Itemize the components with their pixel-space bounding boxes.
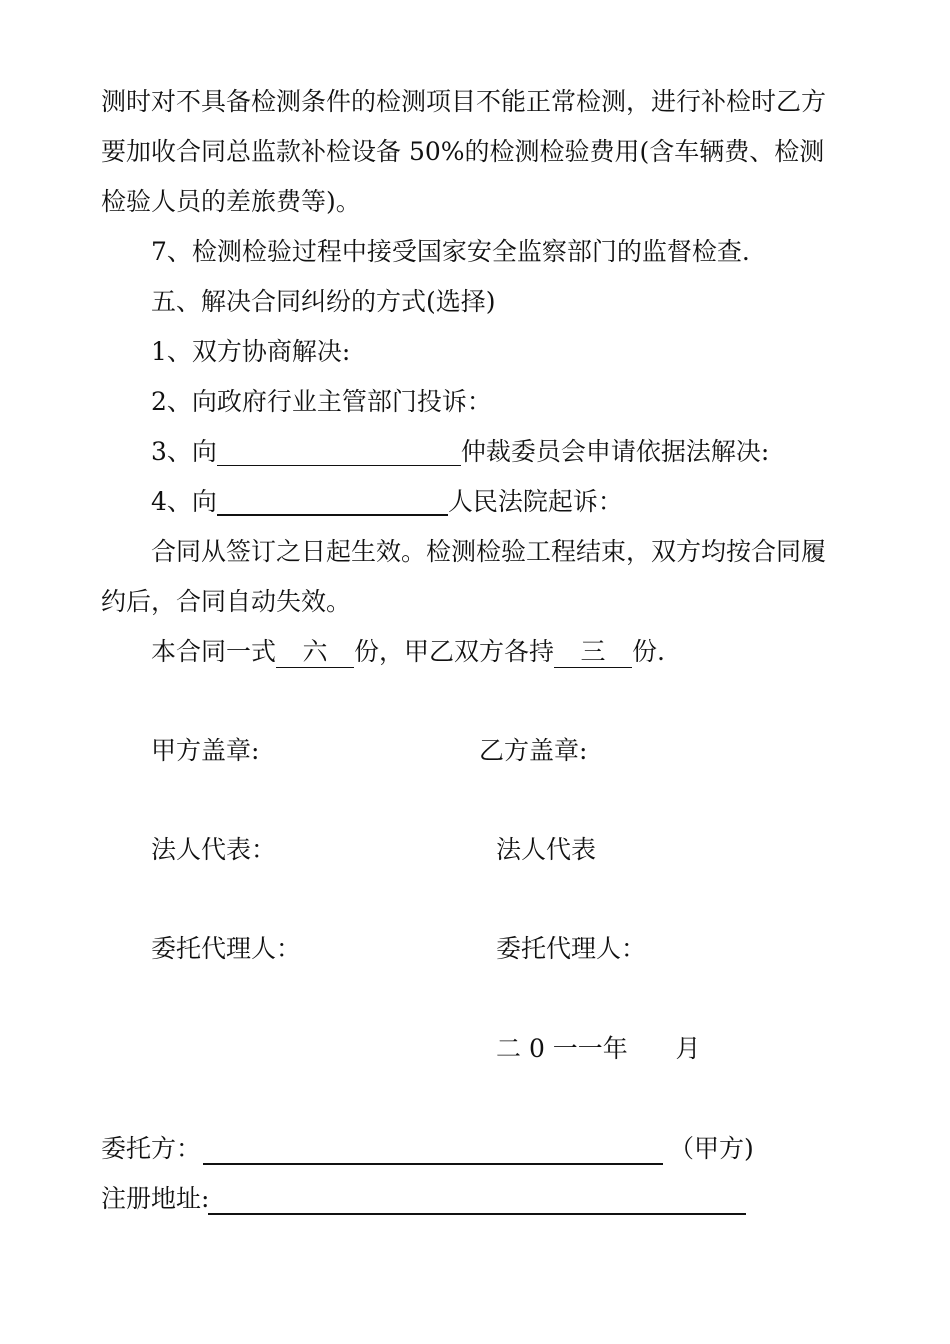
arbitration-blank (217, 437, 461, 466)
client-suffix: （甲方) (669, 1134, 754, 1163)
copies-mid: 份，甲乙双方各持 (354, 637, 555, 666)
dispute-option-4 (151, 484, 623, 520)
client-label: 委托方： (101, 1134, 202, 1163)
party-b-seal-label: 乙方盖章: (479, 736, 588, 765)
signing-date: 二 0 一一年 月 (496, 1034, 701, 1063)
address-blank (208, 1213, 746, 1215)
court-blank (217, 486, 448, 516)
clause-item-7: 7、检测检验过程中接受国家安全监察部门的监督检查. (151, 237, 750, 266)
option-3-suffix: 仲裁委员会申请依据法解决: (460, 437, 770, 466)
party-b-agent-label: 委托代理人： (496, 934, 647, 963)
copies-prefix: 本合同一式 (151, 637, 277, 666)
option-4-suffix: 人民法院起诉： (447, 487, 623, 516)
paragraph-line: 检验人员的差旅费等)。 (101, 187, 361, 216)
option-3-prefix: 3、向 (151, 437, 217, 466)
copies-suffix: 份. (632, 637, 665, 666)
paragraph-line: 要加收合同总监款补检设备 50%的检测检验费用(含车辆费、检测 (101, 137, 825, 166)
copies-total: 六 (276, 637, 354, 668)
dispute-option-1: 1、双方协商解决: (151, 337, 351, 366)
client-blank (203, 1163, 663, 1165)
paragraph-line: 测时对不具备检测条件的检测项目不能正常检测，进行补检时乙方 (101, 87, 827, 116)
dispute-option-2: 2、向政府行业主管部门投诉： (151, 387, 492, 416)
paragraph-line: 合同从签订之日起生效。检测检验工程结束，双方均按合同履 (151, 537, 827, 566)
party-a-seal-label: 甲方盖章: (151, 736, 260, 765)
dispute-option-3 (151, 434, 769, 470)
option-4-prefix: 4、向 (151, 487, 217, 516)
section-heading: 五、解决合同纠纷的方式(选择) (151, 287, 496, 316)
paragraph-line: 约后，合同自动失效。 (101, 587, 352, 616)
party-b-rep-label: 法人代表 (496, 835, 597, 864)
party-a-agent-label: 委托代理人： (151, 934, 302, 963)
party-a-rep-label: 法人代表： (151, 835, 277, 864)
copies-line (151, 634, 665, 670)
address-label: 注册地址: (101, 1184, 210, 1213)
copies-each: 三 (554, 637, 632, 668)
